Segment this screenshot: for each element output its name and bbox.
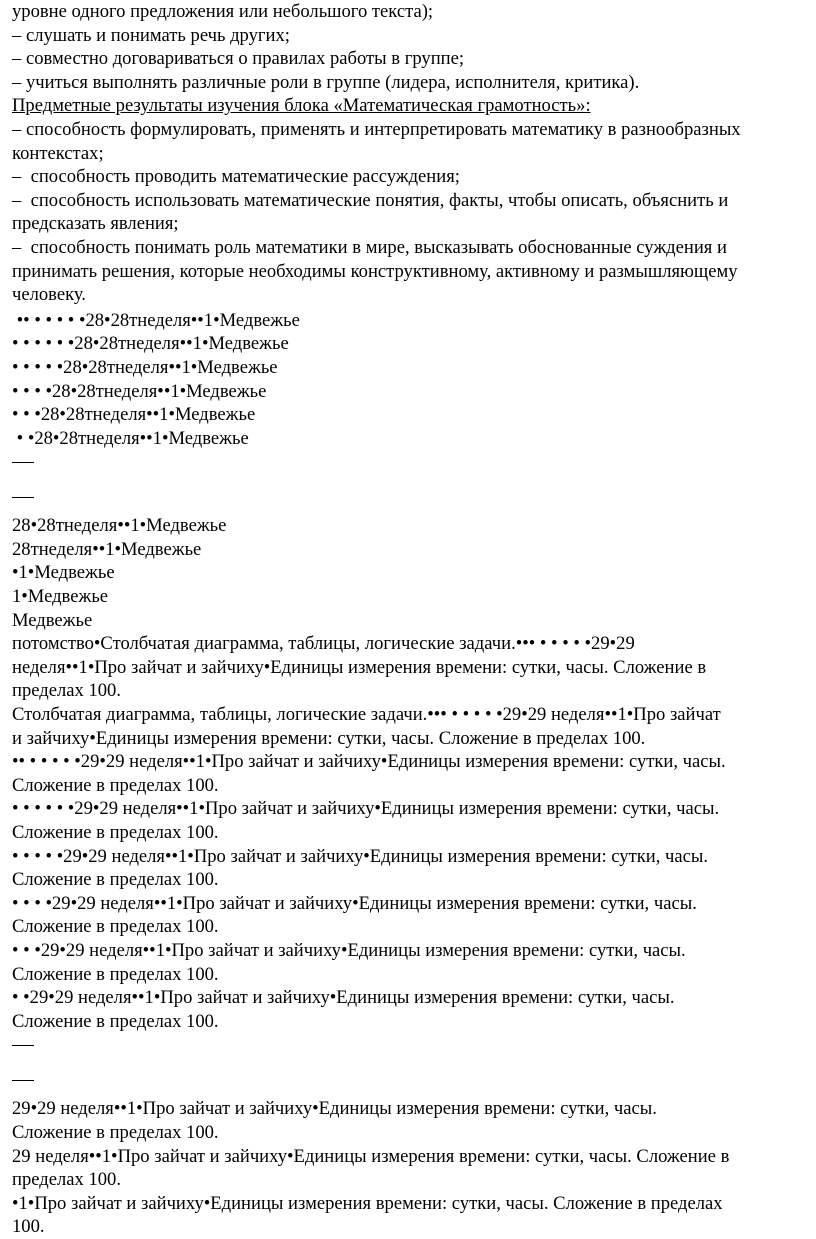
list-item: пределах 100. — [12, 680, 121, 702]
text-line: – учиться выполнять различные роли в группе (лидера, исполнителя, критика). — [12, 71, 640, 93]
text-line: уровне одного предложения или небольшого текста); — [12, 1, 434, 22]
list-item: • • • • • •29•29 неделя••1•Про зайчат и зайчиху•Единицы измерения времени: сутки, часы. — [12, 798, 720, 820]
section-heading: Предметные результаты изучения блока «Математическая грамотность»: — [12, 95, 591, 117]
list-item: 28тнеделя••1•Медвежье — [12, 538, 202, 560]
separator-rule — [12, 1080, 34, 1081]
separator-rule — [12, 497, 34, 498]
list-item: Сложение в пределах 100. — [12, 916, 219, 938]
list-item: • •28•28тнеделя••1•Медвежье — [12, 427, 249, 449]
text-line: принимать решения, которые необходимы конструктивному, активному и размышляющему — [12, 260, 738, 282]
list-item: 1•Медвежье — [12, 586, 109, 608]
list-item: •1•Про зайчат и зайчиху•Единицы измерения времени: сутки, часы. Сложение в пределах — [12, 1192, 723, 1214]
separator-rule — [12, 1045, 34, 1046]
list-item: потомство•Столбчатая диаграмма, таблицы, логические задачи.••• • • • • •29•29 — [12, 633, 635, 655]
list-item: • • • •29•29 неделя••1•Про зайчат и зайчиху•Единицы измерения времени: сутки, часы. — [12, 892, 697, 914]
list-item: 100. — [12, 1216, 45, 1238]
text-line: – способность понимать роль математики в мире, высказывать обоснованные суждения и — [12, 236, 727, 258]
separator — [12, 450, 804, 486]
list-item: • • • •28•28тнеделя••1•Медвежье — [12, 380, 267, 402]
list-item: • • • • • •28•28тнеделя••1•Медвежье — [12, 333, 289, 355]
text-line: контекстах; — [12, 142, 104, 164]
text-line: – способность использовать математические понятия, факты, чтобы описать, объяснить и — [12, 189, 729, 211]
text-line: – совместно договариваться о правилах работы в группе; — [12, 48, 465, 70]
list-item: Сложение в пределах 100. — [12, 869, 219, 891]
list-item: и зайчиху•Единицы измерения времени: сутки, часы. Сложение в пределах 100. — [12, 727, 646, 749]
list-item: •• • • • • •28•28тнеделя••1•Медвежье — [12, 309, 300, 331]
results-block — [12, 118, 804, 307]
separator — [12, 486, 804, 514]
list-item: Сложение в пределах 100. — [12, 1121, 219, 1143]
list-item: •• • • • • •29•29 неделя••1•Про зайчат и зайчиху•Единицы измерения времени: сутки, часы. — [12, 751, 726, 773]
text-line: человеку. — [12, 284, 86, 306]
text-line: – слушать и понимать речь других; — [12, 24, 290, 46]
list-item: неделя••1•Про зайчат и зайчиху•Единицы измерения времени: сутки, часы. Сложение в — [12, 656, 707, 678]
list-c — [12, 1097, 804, 1239]
list-item: Медвежье — [12, 609, 93, 631]
list-item: 29 неделя••1•Про зайчат и зайчиху•Единицы измерения времени: сутки, часы. Сложение в — [12, 1145, 730, 1167]
list-item: •1•Медвежье — [12, 562, 115, 584]
list-item: Столбчатая диаграмма, таблицы, логические задачи.••• • • • • •29•29 неделя••1•Про зайчат — [12, 704, 721, 726]
list-b — [12, 514, 804, 1033]
list-item: 28•28тнеделя••1•Медвежье — [12, 515, 227, 537]
text-line: предсказать явления; — [12, 213, 179, 235]
separator — [12, 1069, 804, 1097]
list-item: Сложение в пределах 100. — [12, 822, 219, 843]
list-item: Сложение в пределах 100. — [12, 774, 219, 796]
list-item: 29•29 неделя••1•Про зайчат и зайчиху•Единицы измерения времени: сутки, часы. — [12, 1098, 657, 1120]
list-item: Сложение в пределах 100. — [12, 1010, 219, 1032]
list-item: • •29•29 неделя••1•Про зайчат и зайчиху•Единицы измерения времени: сутки, часы. — [12, 987, 675, 1009]
separator-rule — [12, 462, 34, 463]
list-item: • • •28•28тнеделя••1•Медвежье — [12, 404, 256, 426]
intro-block — [12, 0, 804, 94]
list-item: • • •29•29 неделя••1•Про зайчат и зайчиху•Единицы измерения времени: сутки, часы. — [12, 939, 686, 961]
text-line: – способность формулировать, применять и интерпретировать математику в разнообразных — [12, 118, 741, 140]
separator — [12, 1033, 804, 1069]
list-item: пределах 100. — [12, 1169, 121, 1191]
list-item: Сложение в пределах 100. — [12, 963, 219, 985]
list-a — [12, 309, 804, 451]
list-item: • • • • •28•28тнеделя••1•Медвежье — [12, 356, 278, 378]
text-line: – способность проводить математические рассуждения; — [12, 166, 460, 188]
list-item: • • • • •29•29 неделя••1•Про зайчат и зайчиху•Единицы измерения времени: сутки, часы. — [12, 845, 709, 867]
